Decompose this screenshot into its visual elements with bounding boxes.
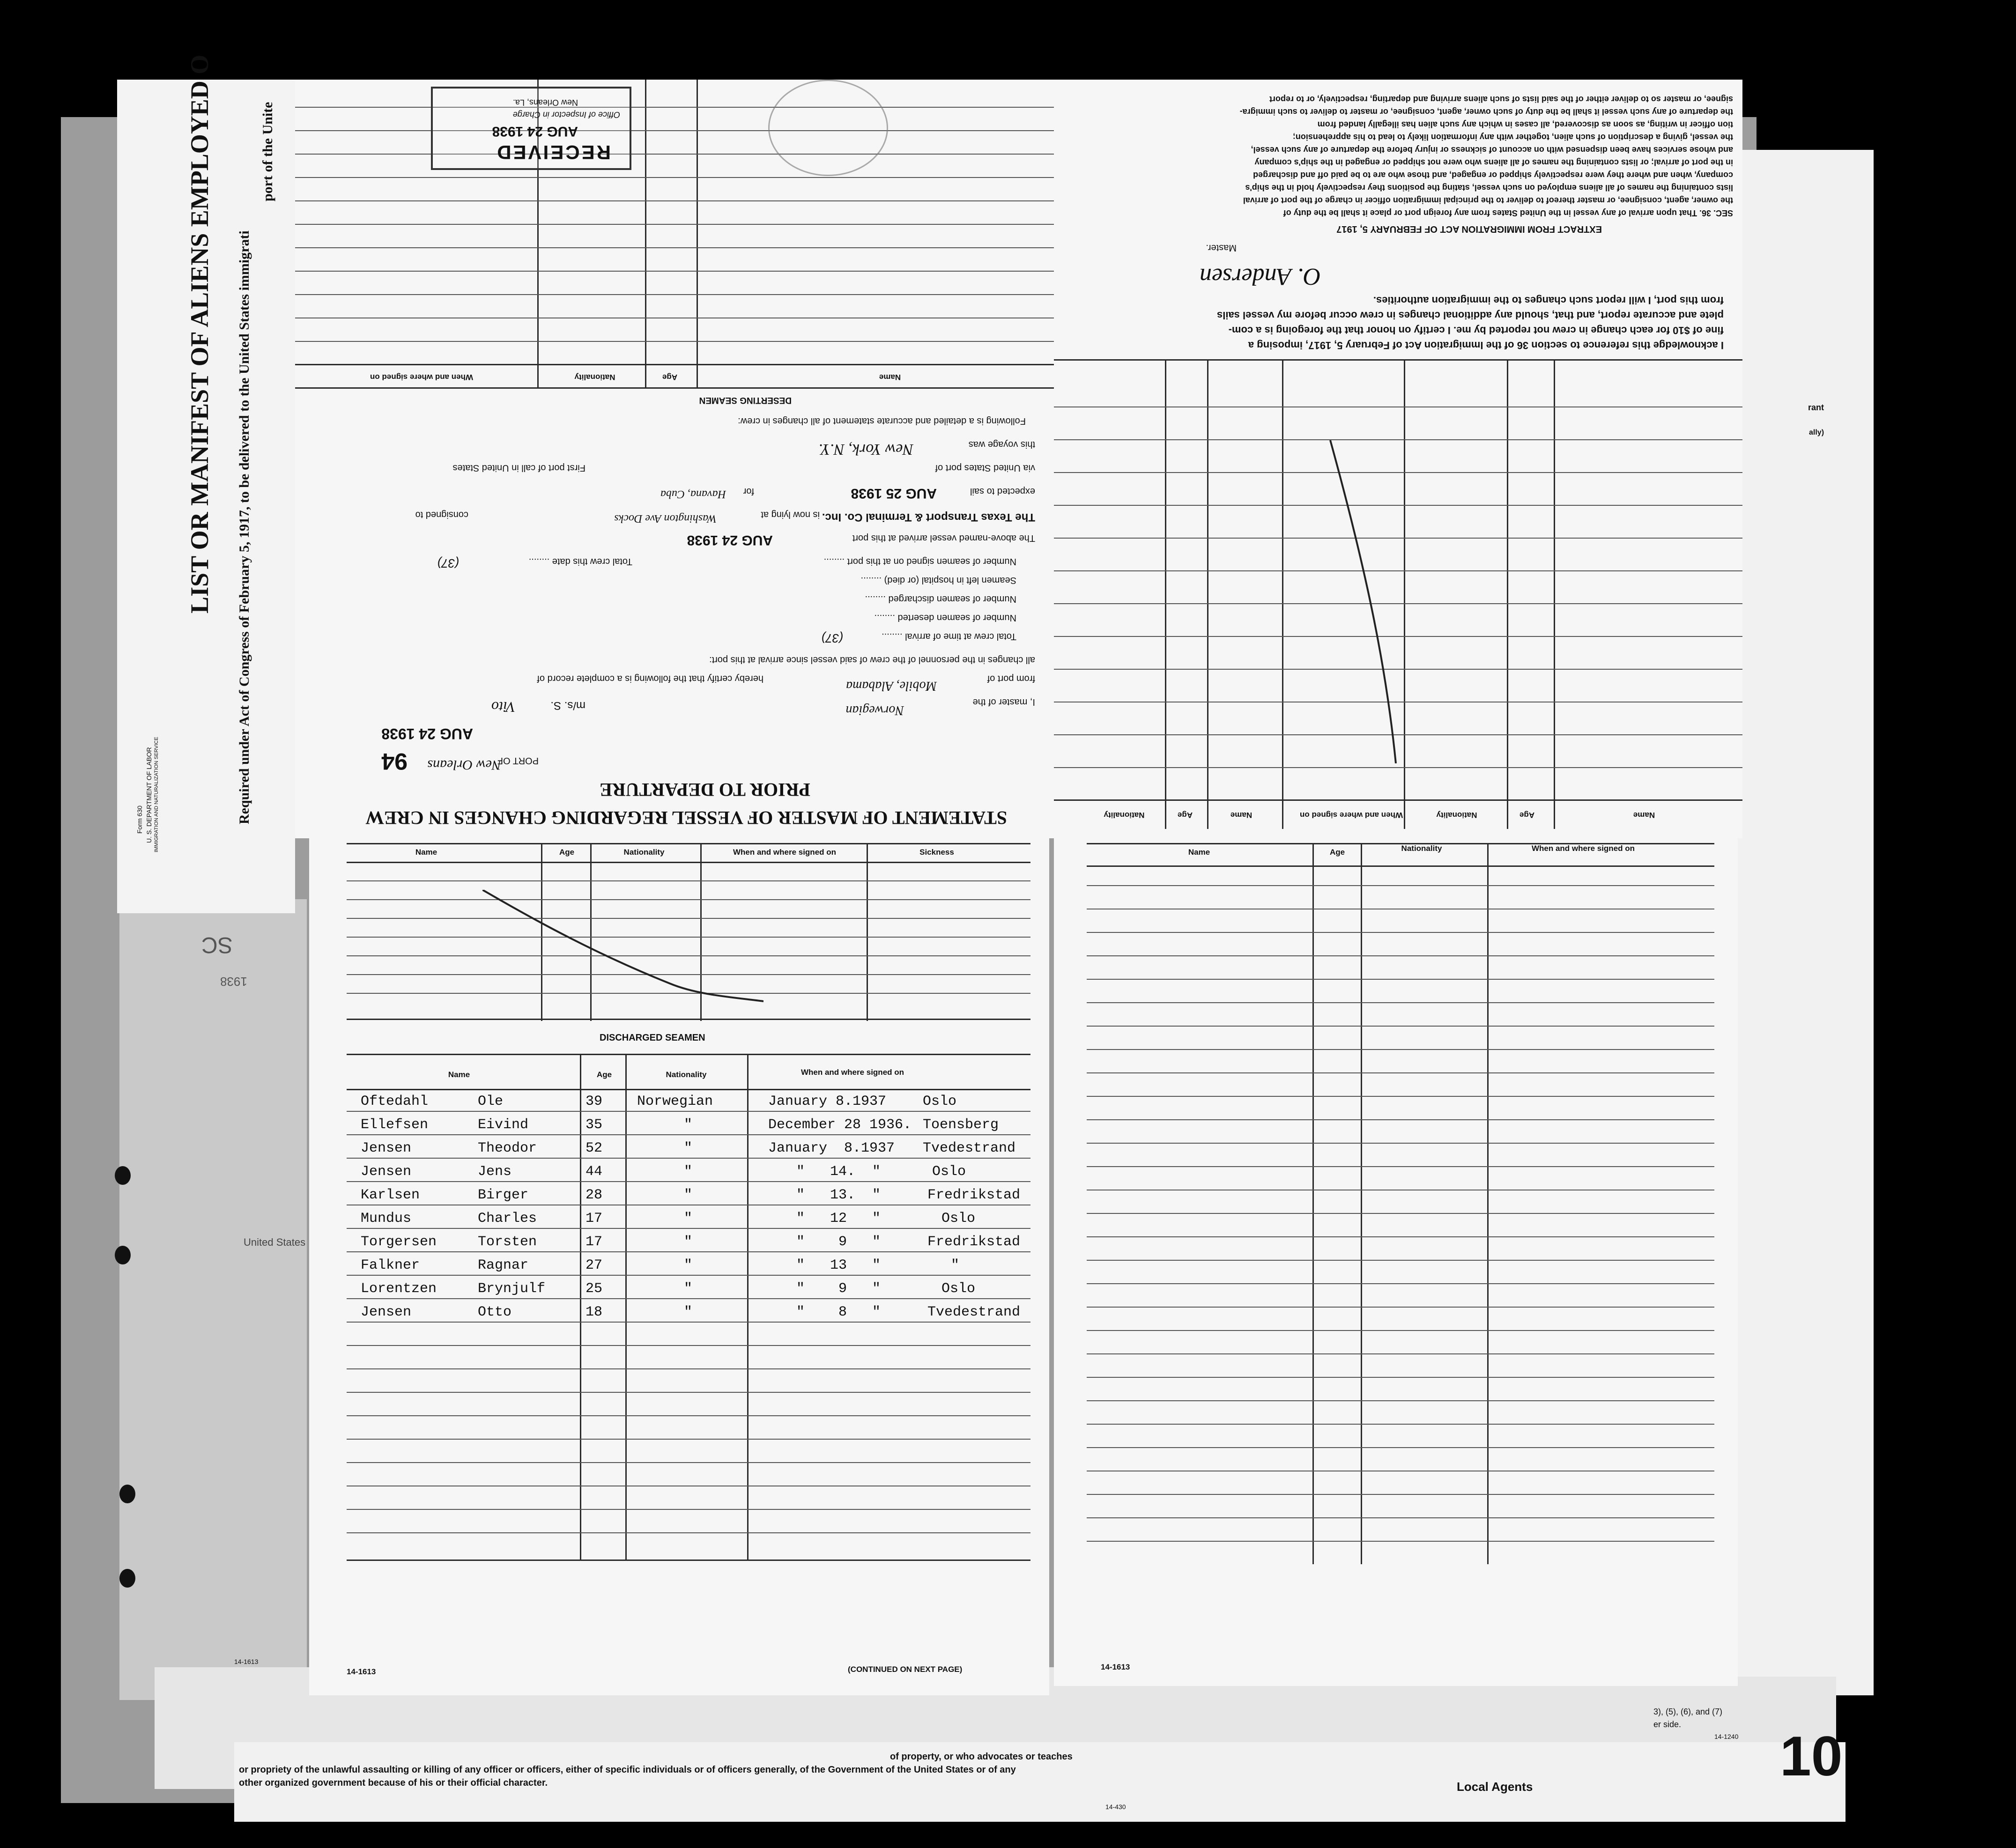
sec36-line: the owner, agent, consignee, or master thereof to deliver to the principal immigration officer in charge of the port of arrival (1243, 196, 1733, 205)
left-sliver-text: United States (244, 1236, 306, 1248)
sec36-line: lists containing the names of all aliens employed on such vessel, stating the positions they respectively hold in the ship's (1245, 183, 1733, 192)
statement-subtitle: PRIOR TO DEPARTURE (600, 779, 810, 800)
lower-right-row-rule (1087, 1377, 1714, 1378)
seaman-last-name: Jensen (361, 1140, 412, 1156)
side-reference: 3), (5), (6), and (7) (1653, 1707, 1723, 1716)
sail-date: AUG 25 1938 (851, 486, 937, 501)
right-sliver-text: rant (1808, 403, 1824, 412)
discharged-col-age: Age (596, 1070, 612, 1079)
discharged-row-rule (347, 1415, 1030, 1416)
total-crew-date: Total crew this date ........ (528, 556, 632, 567)
discharged-row-rule (347, 1158, 1030, 1159)
seaman-age: 25 (586, 1281, 603, 1297)
form-number-left: 14-1613 (347, 1667, 376, 1676)
deserting-row-rule (295, 177, 1054, 178)
discharged-title: DISCHARGED SEAMEN (600, 1033, 705, 1043)
discharged-panel (309, 834, 1049, 1695)
lower-right-col-nationality: Nationality (1401, 844, 1442, 853)
left-sliver-text: SC (201, 932, 233, 957)
sec36-line: in the port of arrival; or lists containing the names of all aliens who were not shipped or engaged in the ship's company (1254, 158, 1733, 167)
right-col-divider (1554, 361, 1555, 829)
lower-right-row-rule (1087, 1049, 1714, 1050)
arrived-date: AUG 24 1938 (687, 532, 773, 548)
discharged-row-rule (347, 1439, 1030, 1440)
seaman-signed-place: Tvedestrand (923, 1140, 1016, 1156)
lower-right-col-divider (1487, 843, 1489, 1564)
seaman-age: 52 (586, 1140, 603, 1156)
lower-right-row-rule (1087, 1283, 1714, 1284)
seaman-first-name: Brynjulf (478, 1281, 546, 1297)
ack-text-3: plete and accurate report, and that, should any additional changes in crew occur before my vessel sails (1217, 310, 1724, 321)
total-crew-arrival-value: (37) (821, 631, 843, 645)
deserting-title: DESERTING SEAMEN (699, 395, 792, 405)
lower-right-col-age: Age (1329, 848, 1345, 857)
deserting-row-rule (295, 107, 1054, 108)
right-col-divider (1207, 361, 1208, 829)
stamp-line-4: New Orleans, La. (512, 98, 578, 107)
continued-label: (CONTINUED ON NEXT PAGE) (848, 1665, 963, 1674)
lower-right-row-rule (1087, 885, 1714, 886)
voyage-value: New York, N.Y. (818, 441, 913, 458)
lower-right-row-rule (1087, 1166, 1714, 1167)
punch-hole (119, 1485, 135, 1503)
seaman-age: 35 (586, 1117, 603, 1133)
local-agents-label: Local Agents (1457, 1780, 1533, 1794)
seaman-age: 39 (586, 1094, 603, 1109)
master-label: Master. (1206, 243, 1237, 253)
right-col-name-2: Name (1230, 811, 1253, 820)
bottom-text-3: other organized government because of his or their official character. (239, 1778, 548, 1788)
lower-right-col-name: Name (1188, 848, 1210, 857)
lower-right-row-rule (1087, 1494, 1714, 1495)
seaman-last-name: Mundus (361, 1211, 412, 1227)
seaman-last-name: Falkner (361, 1257, 420, 1273)
round-stamp (768, 80, 888, 176)
back-sheet-right (1733, 150, 1874, 1695)
seaman-signed-place: Fredrikstad (927, 1187, 1021, 1203)
lying-at: Washington Ave Docks (614, 512, 717, 525)
seaman-last-name: Oftedahl (361, 1094, 429, 1109)
via-text: via United States port of (935, 463, 1035, 473)
sickness-col-sickness: Sickness (919, 848, 954, 857)
side-form-number: 14-1240 (1714, 1733, 1739, 1740)
deserting-col-divider (645, 80, 646, 389)
deserting-table-rule (295, 387, 1054, 389)
lying-text: is now lying at (761, 510, 820, 520)
seaman-first-name: Eivind (478, 1117, 529, 1133)
seaman-signed-date: " 13. " (796, 1187, 881, 1203)
lower-right-col-divider (1312, 843, 1314, 1564)
nationality-value: Norwegian (845, 703, 904, 717)
right-upper-panel (1054, 80, 1742, 838)
deserting-row-rule (295, 154, 1054, 155)
sickness-table-top (347, 843, 1030, 844)
discharged-row-rule (347, 1228, 1030, 1229)
sec36-line: tion officer in writing, as soon as discovered, all cases in which any such alien has illegally landed from (1317, 120, 1733, 129)
first-port-text: First port of call in United States (452, 463, 586, 473)
seaman-signed-place: Oslo (923, 1094, 957, 1109)
seaman-first-name: Jens (478, 1164, 512, 1180)
seaman-nationality: " (684, 1164, 693, 1180)
discharged-header-rule (347, 1089, 1030, 1090)
vessel-prefix: m/s. S. (550, 699, 586, 712)
deserting-row-rule (295, 271, 1054, 272)
lower-right-row-rule (1087, 1447, 1714, 1448)
back-sheet-left (119, 899, 307, 1700)
lower-right-row-rule (1087, 1072, 1714, 1073)
deserting-col-nationality: Nationality (574, 373, 615, 382)
seaman-last-name: Lorentzen (361, 1281, 437, 1297)
right-upper-flipped (1054, 80, 1742, 838)
lower-right-row-rule (1087, 979, 1714, 980)
lower-right-panel (1054, 834, 1738, 1686)
sickness-col-signed: When and where signed on (733, 848, 837, 857)
seaman-nationality: " (684, 1304, 693, 1320)
sec36-line: company, when and where they were respectively shipped or engaged, and those who are to be paid off and discharged (1253, 170, 1733, 180)
lower-right-row-rule (1087, 932, 1714, 933)
seaman-nationality: " (684, 1187, 693, 1203)
certify-text: hereby certify that the following is a complete record of (537, 673, 763, 684)
seaman-signed-place: Oslo (941, 1211, 976, 1227)
discharged-row-rule (347, 1111, 1030, 1112)
ack-text-1: I acknowledge this reference to section 36 of the Immigration Act of February 5, 1917, imposing a (1248, 340, 1724, 351)
seaman-age: 27 (586, 1257, 603, 1273)
seaman-nationality: Norwegian (637, 1094, 713, 1109)
right-col-divider (1282, 361, 1283, 829)
right-header-rule (1054, 799, 1742, 801)
sickness-col-name: Name (415, 848, 437, 857)
seaman-signed-place: Oslo (941, 1281, 976, 1297)
lower-right-row-rule (1087, 1541, 1714, 1542)
discharged-col-divider (747, 1054, 749, 1560)
discharged-row-rule (347, 1462, 1030, 1463)
from-port-label: from port of (987, 673, 1035, 684)
right-col-name: Name (1633, 811, 1655, 820)
port-value: New Orleans (427, 757, 501, 773)
seaman-first-name: Birger (478, 1187, 529, 1203)
seaman-signed-date: December 28 1936. (768, 1117, 912, 1133)
right-col-nationality: Nationality (1436, 811, 1477, 820)
statement-number: 94 (381, 748, 408, 775)
right-col-nationality-2: Nationality (1104, 811, 1145, 820)
statement-date: AUG 24 1938 (381, 725, 473, 742)
sickness-header-rule (347, 862, 1030, 863)
punch-hole (115, 1166, 131, 1185)
seaman-signed-date: " 9 " (796, 1281, 881, 1297)
lower-right-col-signed: When and where signed on (1531, 844, 1635, 853)
received-stamp (431, 87, 631, 170)
lower-right-header-rule (1087, 865, 1714, 867)
bottom-text-1: of property, or who advocates or teaches (890, 1752, 1073, 1762)
right-col-signed: When and where signed on (1299, 811, 1403, 820)
stamp-line-1: RECEIVED (495, 141, 611, 163)
seaman-nationality: " (684, 1117, 693, 1133)
deserting-col-divider (697, 80, 698, 389)
right-sliver-text: ally) (1809, 429, 1824, 436)
seaman-last-name: Ellefsen (361, 1117, 429, 1133)
expected-text: expected to sail (970, 486, 1035, 496)
discharged-col-divider (580, 1054, 581, 1560)
statement-title: STATEMENT OF MASTER OF VESSEL REGARDING CHANGES IN CREW (365, 807, 1007, 828)
punch-hole (119, 1569, 135, 1588)
discharged-col-divider (625, 1054, 627, 1560)
lower-right-col-divider (1361, 843, 1362, 1564)
arrived-text: The above-named vessel arrived at this port (852, 533, 1035, 543)
ack-text-2: fine of $10 for each change in crew not reported by me. I certify on honor that the foregoing is a com- (1228, 325, 1724, 336)
deserting-row-rule (295, 341, 1054, 342)
discharged-row-rule (347, 1298, 1030, 1299)
seamen-hospital: Seamen left in hospital (or died) ........ (860, 575, 1016, 585)
bound-for: Havana, Cuba (660, 488, 726, 500)
total-crew-date-value: (37) (437, 556, 459, 570)
lower-right-row-rule (1087, 1026, 1714, 1027)
right-row-rule (1054, 767, 1742, 768)
discharged-row-rule (347, 1509, 1030, 1510)
seaman-signed-date: January 8.1937 (768, 1140, 895, 1156)
lower-right-row-rule (1087, 1307, 1714, 1308)
deserting-row-rule (295, 224, 1054, 225)
seaman-age: 28 (586, 1187, 603, 1203)
seaman-signed-place: Toensberg (923, 1117, 999, 1133)
seaman-first-name: Charles (478, 1211, 537, 1227)
seaman-last-name: Jensen (361, 1164, 412, 1180)
discharged-table-bottom (347, 1560, 1030, 1561)
discharged-col-nationality: Nationality (666, 1070, 707, 1079)
master-line: I, master of the (972, 697, 1035, 707)
manifest-title: LIST OR MANIFEST OF ALIENS EMPLOYED O (185, 54, 214, 614)
discharged-row-rule (347, 1275, 1030, 1276)
sickness-col-divider (867, 843, 868, 1021)
seaman-signed-date: " 9 " (796, 1234, 881, 1250)
seaman-age: 17 (586, 1211, 603, 1227)
seaman-signed-date: " 14. " (796, 1164, 881, 1180)
consignee: The Texas Transport & Terminal Co. Inc. (822, 511, 1035, 524)
discharged-row-rule (347, 1322, 1030, 1323)
right-col-divider (1507, 361, 1508, 829)
discharged-row-rule (347, 1134, 1030, 1135)
seaman-last-name: Jensen (361, 1304, 412, 1320)
following-text: Following is a detailed and accurate statement of all changes in crew: (738, 416, 1026, 426)
lower-right-row-rule (1087, 1096, 1714, 1097)
sec36-line: the vessel, giving a description of such alien, together with any information likely to lead to his apprehension; (1292, 133, 1733, 142)
discharged-col-signed: When and where signed on (800, 1068, 904, 1077)
right-col-divider (1165, 361, 1166, 829)
deserting-header-rule (295, 364, 1054, 365)
service-label: IMMIGRATION AND NATURALIZATION SERVICE (154, 737, 159, 852)
lower-right-row-rule (1087, 1517, 1714, 1518)
sec36-line: and whose services have been dispensed with on account of sickness or injury before the departure of any such vessel, (1251, 145, 1733, 155)
deserting-row-rule (295, 200, 1054, 201)
discharged-row-rule (347, 1532, 1030, 1533)
changes-text: all changes in the personnel of the crew of said vessel since arrival at this port: (709, 655, 1035, 665)
manifest-subtitle: Required under Act of Congress of February 5, 1917, to be delivered to the United States immigrati (237, 230, 252, 824)
consigned-text: consigned to (415, 510, 468, 520)
deserting-col-signed: When and where signed on (370, 373, 474, 382)
punch-hole (115, 1246, 131, 1264)
discharged-row-rule (347, 1181, 1030, 1182)
lower-right-row-rule (1087, 1400, 1714, 1401)
seaman-signed-date: " 8 " (796, 1304, 881, 1320)
seaman-signed-date: January 8.1937 (768, 1094, 887, 1109)
form-number-right: 14-1613 (1101, 1663, 1130, 1671)
seamen-deserted: Number of seamen deserted ........ (874, 613, 1016, 623)
seaman-first-name: Torsten (478, 1234, 537, 1250)
seaman-last-name: Karlsen (361, 1187, 420, 1203)
sickness-col-age: Age (559, 848, 575, 857)
discharged-row-rule (347, 1345, 1030, 1346)
seaman-signed-date: " 13 " (796, 1257, 881, 1273)
seaman-first-name: Theodor (478, 1140, 537, 1156)
lower-right-row-rule (1087, 1330, 1714, 1331)
lower-right-row-rule (1087, 1119, 1714, 1120)
seaman-signed-date: " 12 " (796, 1211, 881, 1227)
lower-right-row-rule (1087, 1143, 1714, 1144)
seamen-signed: Number of seamen signed on at this port ........ (823, 556, 1016, 567)
right-table-bottom (1054, 359, 1742, 361)
page-number: 10 (1780, 1725, 1843, 1788)
left-sliver-text: 1938 (220, 975, 247, 989)
from-port-value: Mobile, Alabama (846, 679, 937, 693)
seaman-first-name: Ragnar (478, 1257, 529, 1273)
stamp-line-3: Office of Inspector in Charge (512, 110, 620, 119)
right-col-age: Age (1519, 811, 1535, 820)
form-number-left-back: 14-1613 (234, 1658, 259, 1665)
seamen-discharged: Number of seamen discharged ........ (865, 594, 1016, 604)
lower-right-row-rule (1087, 1002, 1714, 1003)
lower-right-row-rule (1087, 1213, 1714, 1214)
lower-right-row-rule (1087, 955, 1714, 956)
sec36-line: the departure of any such vessel it shall be the duty of such owner, agent, consignee, or master to deliver to such immigra- (1239, 107, 1733, 117)
voyage-text: this voyage was (968, 439, 1035, 450)
discharged-row-rule (347, 1368, 1030, 1369)
seaman-last-name: Torgersen (361, 1234, 437, 1250)
total-crew-arrival: Total crew at time of arrival ........ (882, 631, 1016, 642)
extract-title: EXTRACT FROM IMMIGRATION ACT OF FEBRUARY 5, 1917 (1336, 224, 1602, 234)
seaman-nationality: " (684, 1211, 693, 1227)
deserting-row-rule (295, 294, 1054, 295)
stamp-line-2: AUG 24 1938 (492, 124, 578, 139)
department-label: U. S. DEPARTMENT OF LABOR (145, 747, 153, 843)
seaman-nationality: " (684, 1257, 693, 1273)
lower-right-row-rule (1087, 1236, 1714, 1237)
seaman-first-name: Ole (478, 1094, 504, 1109)
bottom-form-number: 14-430 (1105, 1803, 1126, 1811)
discharged-table-top (347, 1054, 1030, 1055)
cancel-stroke (482, 890, 763, 1002)
sec36-line: SEC. 36. That upon arrival of any vessel in the United States from any foreign port or place it shall be the duty of (1283, 208, 1733, 218)
discharged-row-rule (347, 1251, 1030, 1252)
lower-right-row-rule (1087, 1424, 1714, 1425)
discharged-col-name: Name (448, 1070, 470, 1079)
bound-text: for (743, 486, 754, 496)
seaman-age: 44 (586, 1164, 603, 1180)
manifest-subtitle-2: port of the Unite (260, 102, 275, 201)
seaman-nationality: " (684, 1234, 693, 1250)
deserting-col-name: Name (879, 373, 901, 382)
seaman-nationality: " (684, 1281, 693, 1297)
cancel-stroke (1321, 436, 1415, 763)
port-label: PORT OF (497, 755, 539, 766)
deserting-row-rule (295, 130, 1054, 131)
sec36-line: signee, or master so to deliver either of the said lists of such aliens arriving and departing, respectively, or to report (1269, 95, 1733, 104)
seaman-nationality: " (684, 1140, 693, 1156)
deserting-col-age: Age (662, 373, 678, 382)
statement-panel (295, 80, 1054, 838)
statement-flipped (295, 80, 1054, 838)
seaman-signed-place: Fredrikstad (927, 1234, 1021, 1250)
seaman-signed-place: Tvedestrand (927, 1304, 1021, 1320)
sickness-table-bottom (347, 1019, 1030, 1020)
side-reference-2: er side. (1653, 1720, 1682, 1729)
discharged-row-rule (347, 1392, 1030, 1393)
lower-right-row-rule (1087, 1260, 1714, 1261)
vessel-name: Vito (491, 699, 515, 716)
deserting-row-rule (295, 247, 1054, 248)
seaman-age: 17 (586, 1234, 603, 1250)
right-col-age-2: Age (1177, 811, 1193, 820)
bottom-text-2: or propriety of the unlawful assaulting or killing of any officer or officers, either of specific individuals or of officers generally, of the Government of the United States or of any (239, 1765, 1016, 1775)
master-signature: O. Andersen (1199, 263, 1321, 290)
ack-text-4: from this port, I will report such changes to the immigration authorities. (1373, 295, 1724, 306)
seaman-signed-place: " (951, 1257, 960, 1273)
sickness-col-nationality: Nationality (623, 848, 665, 857)
sickness-row-rule (347, 880, 1030, 881)
seaman-first-name: Otto (478, 1304, 512, 1320)
seaman-age: 18 (586, 1304, 603, 1320)
form-id: Form 630 (136, 806, 143, 834)
lower-right-row-rule (1087, 1353, 1714, 1354)
seaman-signed-place: Oslo (932, 1164, 966, 1180)
